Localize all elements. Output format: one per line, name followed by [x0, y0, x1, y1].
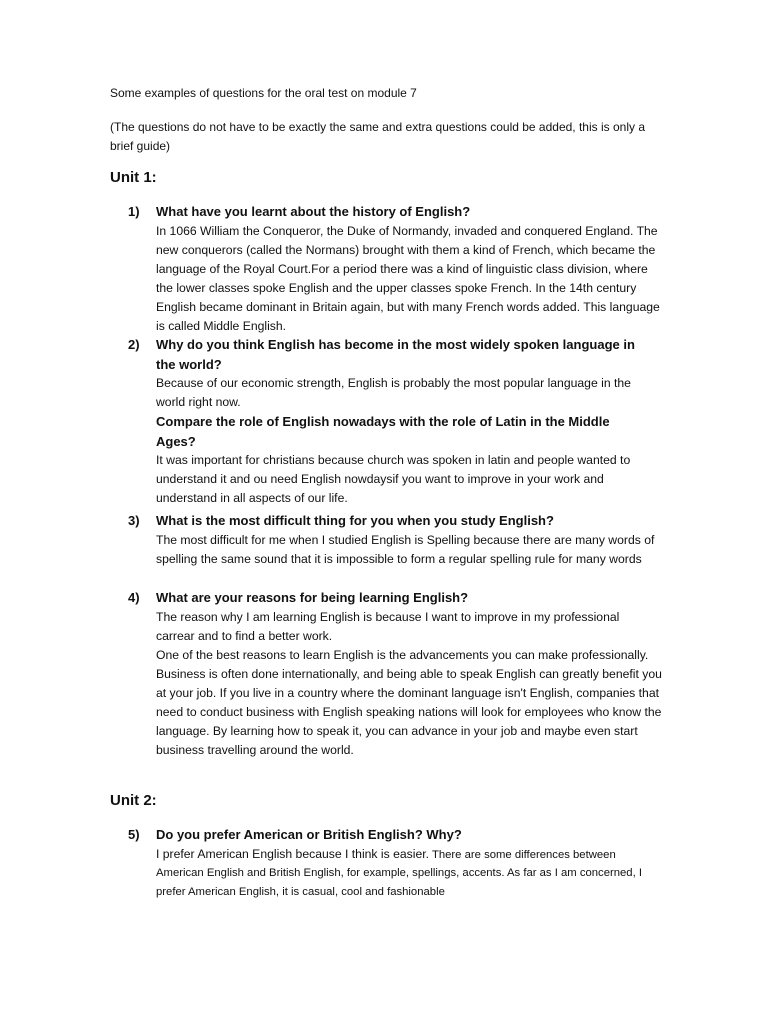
- answer-intro: I prefer American English because I think is easier.: [156, 846, 430, 861]
- unit-1-heading: Unit 1:: [110, 169, 157, 186]
- question-5: [128, 825, 668, 901]
- question-number: 2): [128, 337, 140, 352]
- answer-text-continued: One of the best reasons to learn English is the advancements you can make professionally. Business is often done internationally, and being able to speak English can greatly benefit you at your job. If you live in a country where the dominant language isn't English, companies that need to conduct business with English speaking nations will look for employees who know the language. By learning how to speak it, you can advance in your job and maybe even start business travelling around the world.: [156, 647, 662, 757]
- sub-answer-text: It was important for christians because church was spoken in latin and people wanted to understand it and ou need English nowdaysif you want to improve in your work and understand in all aspects of our life.: [156, 453, 631, 505]
- answer-text: In 1066 William the Conqueror, the Duke of Normandy, invaded and conquered England. The new conquerors (called the Normans) brought with them a kind of French, which became the language of the Royal Court.For a period there was a kind of linguistic class division, where the lower classes spoke English and the upper classes spoke French. In the 14th century English became dominant in Britain again, but with many French words added. This language is called Middle English.: [156, 223, 660, 333]
- question-number: 3): [128, 513, 140, 528]
- answer-text: [156, 845, 656, 902]
- question-3: [128, 511, 668, 569]
- question-number: 5): [128, 827, 140, 842]
- unit-2-heading: Unit 2:: [110, 792, 157, 809]
- sub-question-text: Compare the role of English nowadays with the role of Latin in the Middle Ages?: [156, 414, 610, 449]
- answer-rest: There are some differences between American English and British English, for example, spellings, accents. As far as I am concerned, I prefer American English, it is casual, cool and fashionable: [156, 848, 642, 898]
- answer-text: The reason why I am learning English is because I want to improve in my professional carrear and to find a better work.: [156, 609, 620, 643]
- question-4: [128, 588, 668, 760]
- question-number: 4): [128, 590, 140, 605]
- question-text: Do you prefer American or British English? Why?: [156, 827, 462, 842]
- question-number: 1): [128, 204, 140, 219]
- question-2: [128, 335, 668, 508]
- question-1: [128, 202, 668, 336]
- question-text: What are your reasons for being learning English?: [156, 590, 469, 605]
- document-note: (The questions do not have to be exactly the same and extra questions could be added, this is only a brief guide): [110, 120, 646, 153]
- question-text: Why do you think English has become in the most widely spoken language in the world?: [156, 337, 635, 372]
- document-title-line: Some examples of questions for the oral test on module 7: [110, 86, 417, 100]
- answer-text: Because of our economic strength, English is probably the most popular language in the world right now.: [156, 376, 631, 409]
- question-text: What have you learnt about the history of English?: [156, 204, 471, 219]
- answer-text: The most difficult for me when I studied English is Spelling because there are many words of spelling the same sound that it is impossible to form a regular spelling rule for many words: [156, 532, 655, 566]
- question-text: What is the most difficult thing for you when you study English?: [156, 513, 554, 528]
